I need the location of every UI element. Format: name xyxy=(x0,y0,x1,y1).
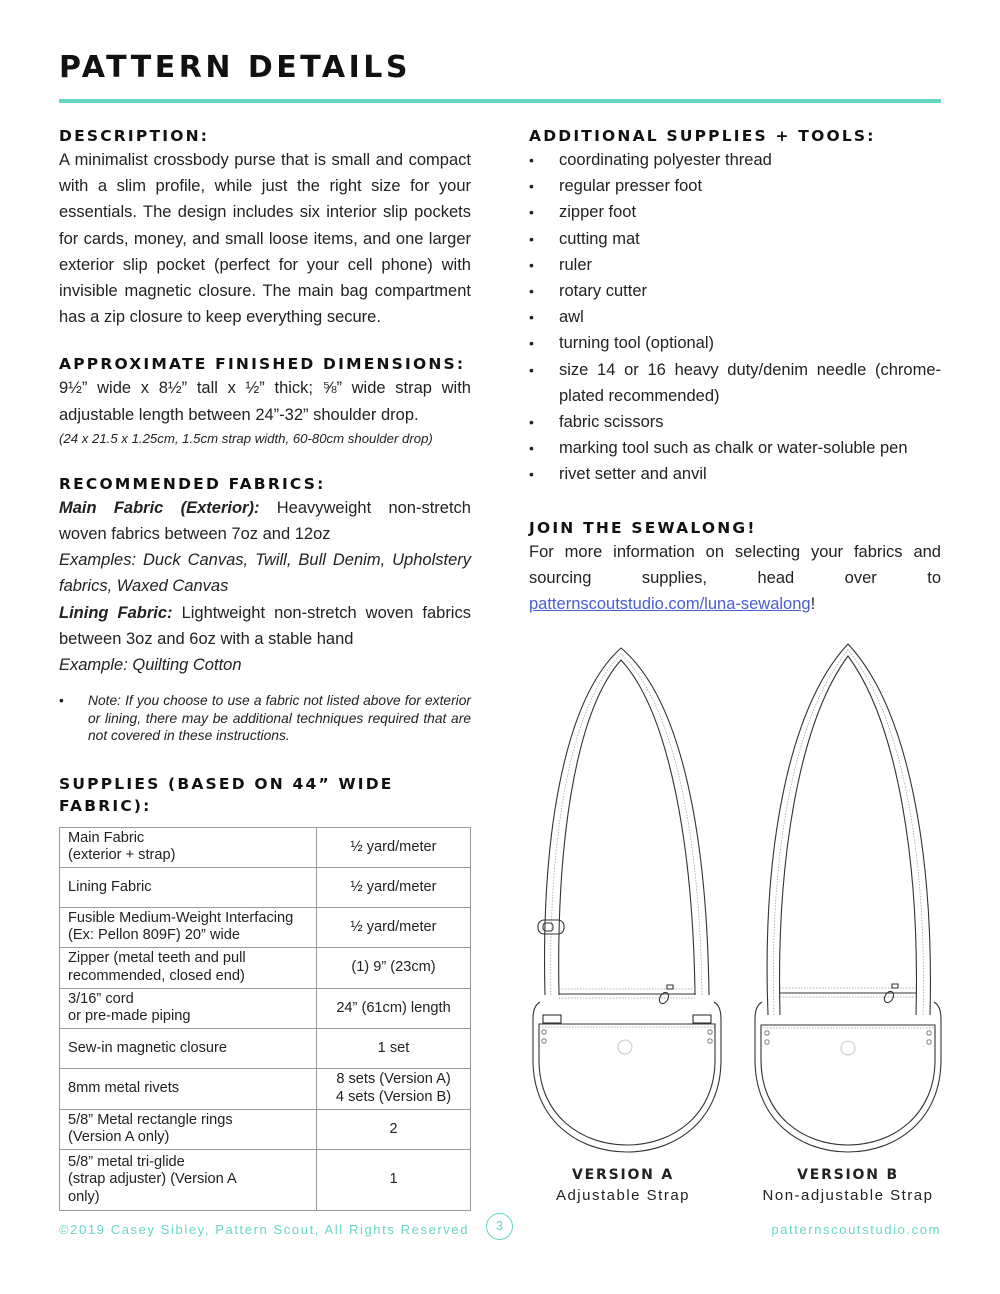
bullet-icon: • xyxy=(59,693,64,709)
page-number-badge: 3 xyxy=(486,1213,513,1240)
list-item: • size 14 or 16 heavy duty/denim needle (chrome-plated recommended) xyxy=(529,357,941,409)
sewalong-text: For more information on selecting your fabrics and sourcing supplies, head over to patternscoutstudio.com/luna-sewalong! xyxy=(529,542,941,614)
list-item: • coordinating polyester thread xyxy=(529,147,941,173)
title-divider xyxy=(59,99,941,103)
version-b-sublabel: Non-adjustable Strap xyxy=(762,1187,934,1204)
bullet-icon: • xyxy=(529,466,534,483)
list-item: • awl xyxy=(529,304,941,330)
bullet-icon: • xyxy=(529,256,534,273)
supply-item: 5/8” Metal rectangle rings (Version A only) xyxy=(60,1109,317,1149)
sewalong-link[interactable]: patternscoutstudio.com/luna-sewalong xyxy=(529,595,811,614)
supply-item: 5/8” metal tri-glide (strap adjuster) (Version A only) xyxy=(60,1149,317,1210)
left-column xyxy=(59,125,471,1211)
fabrics-section xyxy=(59,473,471,745)
lining-fabric-text: Lining Fabric: Lightweight non-stretch woven fabrics between 3oz and 6oz with a stable hand xyxy=(59,603,471,648)
tools-section xyxy=(529,125,941,488)
supply-quantity: 2 xyxy=(317,1109,471,1149)
bullet-icon: • xyxy=(529,230,534,247)
supplies-section xyxy=(59,773,471,1211)
tools-list xyxy=(529,147,941,488)
list-item: • zipper foot xyxy=(529,199,941,225)
table-row xyxy=(60,1109,471,1149)
bullet-icon: • xyxy=(529,152,534,168)
version-a-caption xyxy=(523,1165,723,1207)
sewalong-section xyxy=(529,517,941,618)
list-item: • marking tool such as chalk or water-soluble pen xyxy=(529,435,941,461)
version-b-caption xyxy=(748,1165,948,1207)
list-item: • rotary cutter xyxy=(529,278,941,304)
table-row xyxy=(60,988,471,1028)
table-row xyxy=(60,1028,471,1068)
lining-fabric-example: Example: Quilting Cotton xyxy=(59,656,242,675)
list-item: • rivet setter and anvil xyxy=(529,461,941,487)
lining-fabric-label: Lining Fabric: xyxy=(59,603,173,622)
version-b-label: VERSION B xyxy=(797,1167,899,1183)
description-body: A minimalist crossbody purse that is small and compact with a slim profile, while just the right size for your essentials. The design includes six interior slip pockets for cards, money, and small loose items, and one larger exterior slip pocket (perfect for your cell phone) with invisible magnetic closure. The main bag compartment has a zip closure to keep everything secure. xyxy=(59,151,471,327)
table-row xyxy=(60,947,471,988)
description-section xyxy=(59,125,471,330)
supply-item: Main Fabric (exterior + strap) xyxy=(60,827,317,867)
supply-quantity: 1 xyxy=(317,1149,471,1210)
dimensions-imperial: 9½” wide x 8½” tall x ½” thick; ⅝” wide strap with adjustable length between 24”-32” shoulder drop. xyxy=(59,379,471,424)
website-link[interactable]: patternscoutstudio.com xyxy=(771,1222,941,1237)
list-item: • cutting mat xyxy=(529,226,941,252)
fabric-note-text: Note: If you choose to use a fabric not listed above for exterior or lining, there may be additional techniques required that are not covered in these instructions. xyxy=(88,693,471,744)
bag-illustration-version-b xyxy=(748,640,948,1160)
bullet-icon: • xyxy=(529,414,534,431)
bullet-icon: • xyxy=(529,309,534,326)
version-a-label: VERSION A xyxy=(572,1167,674,1183)
main-fabric-text: Main Fabric (Exterior): Heavyweight non-stretch woven fabrics between 7oz and 12oz xyxy=(59,498,471,544)
bullet-icon: • xyxy=(529,178,534,195)
supply-quantity: 24” (61cm) length xyxy=(317,988,471,1028)
list-item: • regular presser foot xyxy=(529,173,941,199)
version-a-sublabel: Adjustable Strap xyxy=(555,1187,691,1204)
dimensions-section xyxy=(59,353,471,449)
copyright: ©2019 Casey Sibley, Pattern Scout, All Rights Reserved xyxy=(59,1222,470,1237)
supplies-heading: SUPPLIES (BASED ON 44” WIDE FABRIC): xyxy=(59,774,394,815)
bag-illustration-version-a xyxy=(523,640,733,1160)
table-row xyxy=(60,1149,471,1210)
list-item: • turning tool (optional) xyxy=(529,330,941,356)
table-row xyxy=(60,1068,471,1109)
description-heading: DESCRIPTION: xyxy=(59,127,210,145)
supply-item: Fusible Medium-Weight Interfacing (Ex: Pellon 809F) 20” wide xyxy=(60,907,317,947)
supply-quantity: ½ yard/meter xyxy=(317,907,471,947)
supply-item: Zipper (metal teeth and pull recommended, closed end) xyxy=(60,947,317,988)
supply-quantity: (1) 9” (23cm) xyxy=(317,947,471,988)
tools-heading: ADDITIONAL SUPPLIES + TOOLS: xyxy=(529,127,876,145)
right-column xyxy=(529,125,941,640)
table-row xyxy=(60,867,471,907)
table-row xyxy=(60,827,471,867)
supply-item: 8mm metal rivets xyxy=(60,1068,317,1109)
main-fabric-examples: Examples: Duck Canvas, Twill, Bull Denim, Upholstery fabrics, Waxed Canvas xyxy=(59,551,471,596)
sewalong-heading: JOIN THE SEWALONG! xyxy=(529,518,757,537)
list-item: • ruler xyxy=(529,252,941,278)
supply-quantity: 8 sets (Version A) 4 sets (Version B) xyxy=(317,1068,471,1109)
list-item: • fabric scissors xyxy=(529,409,941,435)
dimensions-heading: APPROXIMATE FINISHED DIMENSIONS: xyxy=(59,355,466,374)
page-title: PATTERN DETAILS xyxy=(59,50,412,85)
dimensions-metric: (24 x 21.5 x 1.25cm, 1.5cm strap width, 60-80cm shoulder drop) xyxy=(59,430,433,446)
supply-quantity: ½ yard/meter xyxy=(317,827,471,867)
table-row xyxy=(60,907,471,947)
supply-item: 3/16” cord or pre-made piping xyxy=(60,988,317,1028)
bullet-icon: • xyxy=(529,361,534,378)
supply-item: Sew-in magnetic closure xyxy=(60,1028,317,1068)
supplies-table xyxy=(59,827,471,1211)
fabric-note xyxy=(59,692,471,745)
bullet-icon: • xyxy=(529,283,534,300)
bullet-icon: • xyxy=(529,204,534,221)
main-fabric-label: Main Fabric (Exterior): xyxy=(59,498,260,517)
supply-quantity: ½ yard/meter xyxy=(317,867,471,907)
supply-quantity: 1 set xyxy=(317,1028,471,1068)
fabrics-heading: RECOMMENDED FABRICS: xyxy=(59,474,326,493)
bullet-icon: • xyxy=(529,335,534,352)
supply-item: Lining Fabric xyxy=(60,867,317,907)
bullet-icon: • xyxy=(529,440,534,457)
